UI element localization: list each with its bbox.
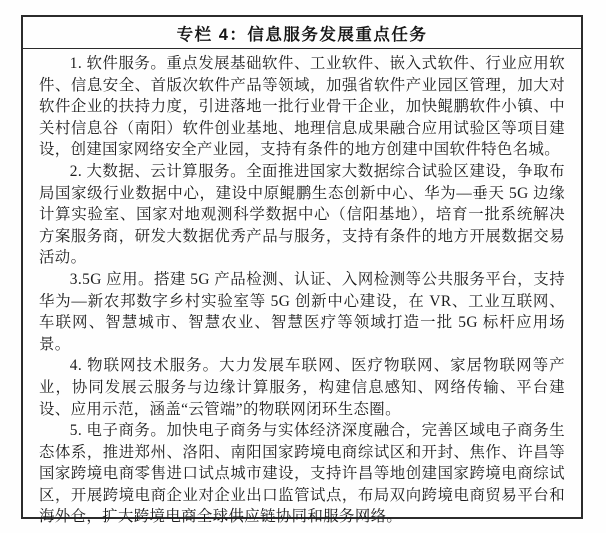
paragraph-software-services: 1. 软件服务。重点发展基础软件、工业软件、嵌入式软件、行业应用软件、信息安全、首版次软件产品等领域，加强省软件产业园区管理，加大对软件企业的扶持力度，引进落地一批行业骨干企业，加快鲲鹏软件小镇、中关村信息谷（南阳）软件创业基地、地理信息成果融合应用试验区等项目建设，创建国家网络安全产业园，支持有条件的地方创建中国软件特色名城。 bbox=[39, 55, 565, 159]
paragraph-iot-services: 4. 物联网技术服务。大力发展车联网、医疗物联网、家居物联网等产业，协同发展云服务与边缘计算服务，构建信息感知、网络传输、平台建设、应用示范，涵盖“云管端”的物联网闭环生态圈。 bbox=[39, 357, 565, 418]
paragraph-5g-applications: 3.5G 应用。搭建 5G 产品检测、认证、入网检测等公共服务平台，支持华为—新农邦数字乡村实验室等 5G 创新中心建设，在 VR、工业互联网、车联网、智慧城市、智慧农业、智慧医疗等领域打造一批 5G 标杆应用场景。 bbox=[39, 270, 565, 353]
paragraph-bigdata-cloud: 2. 大数据、云计算服务。全面推进国家大数据综合试验区建设，争取布局国家级行业数据中心，建设中原鲲鹏生态创新中心、华为—垂天 5G 边缘计算实验室、国家对地观测科学数据中心（信阳基地），培育一批系统解决方案服务商，研发大数据优秀产品与服务，支持有条件的地方开展数据交易活动。 bbox=[39, 162, 565, 267]
paragraph-ecommerce: 5. 电子商务。加快电子商务与实体经济深度融合，完善区域电子商务生态体系，推进郑州、洛阳、南阳国家跨境电商综试区和开封、焦作、许昌等国家跨境电商零售进口试点城市建设，支持许昌等地创建国家跨境电商综试区，开展跨境电商企业对企业出口监管试点，布局双向跨境电商贸易平台和海外仓，扩大跨境电商全球供应链协同和服务网络。 bbox=[39, 422, 565, 526]
box-title: 专栏 4：信息服务发展重点任务 bbox=[23, 17, 581, 49]
box-body bbox=[23, 49, 581, 528]
column-box bbox=[21, 15, 583, 526]
